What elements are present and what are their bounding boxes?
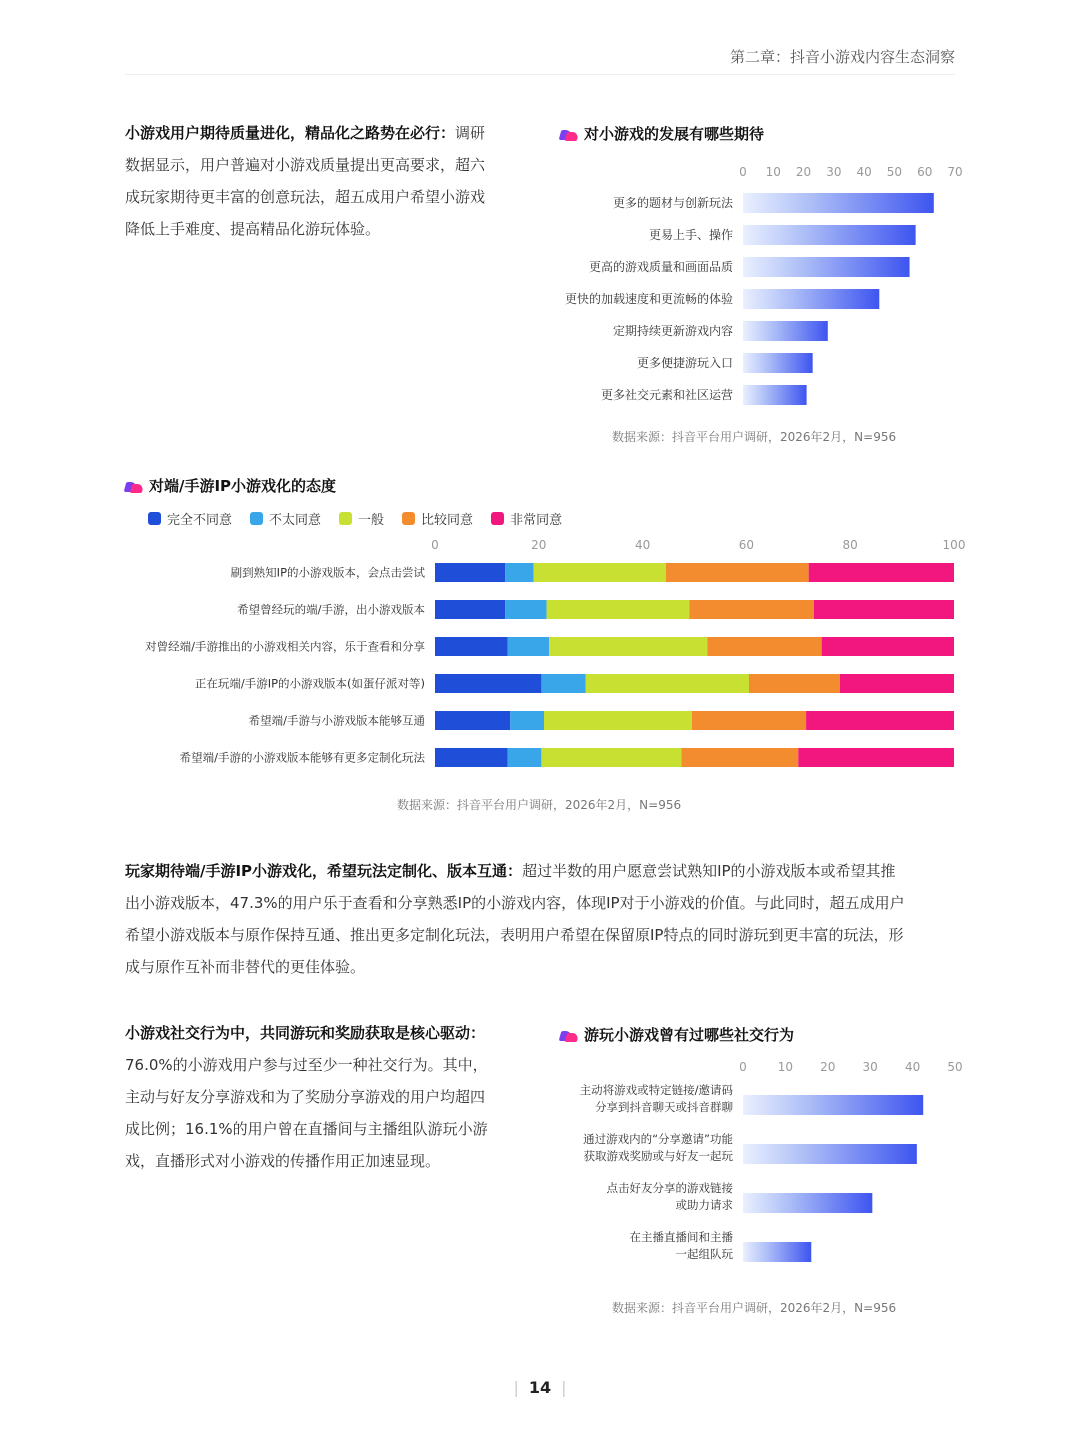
legend-item [250,509,321,528]
legend-swatch [491,512,504,525]
page-number: | 14 | [513,1378,567,1397]
brand-logo-icon [560,1028,578,1042]
legend-label: 非常同意 [510,513,563,528]
category-label: 希望端/手游与小游戏版本能够互通 [248,713,425,728]
category-label: 刷到熟知IP的小游戏版本，会点击尝试 [230,565,425,580]
section2-line: 出小游戏版本，47.3%的用户乐于查看和分享熟悉IP的小游戏内容，体现IP对于小游戏的价值。与此同时，超五成用户 [125,894,905,912]
section3-line: 戏，直播形式对小游戏的传播作用正加速显现。 [125,1152,441,1170]
section3-line: 76.0%的小游戏用户参与过至少一种社交行为。其中， [125,1056,488,1074]
stacked-bar-segment [666,563,809,582]
brand-logo-icon [125,479,143,493]
category-label: 更易上手、操作 [648,228,733,242]
section1-line: 数据显示，用户普遍对小游戏质量提出更高要求，超六 [125,156,486,174]
axis-tick-label: 0 [431,538,439,552]
axis-tick-label: 10 [777,1060,794,1074]
legend-label: 比较同意 [421,513,474,528]
stacked-bar-segment [822,637,954,656]
section1-line: 成玩家期待更丰富的创意玩法，超五成用户希望小游戏 [125,188,486,206]
axis-tick-label: 20 [820,1060,836,1074]
category-label: 希望端/手游的小游戏版本能够有更多定制化玩法 [179,750,425,765]
section2-line: 超过半数的用户愿意尝试熟知IP的小游戏版本或希望其推 [522,862,896,880]
bar [743,353,813,373]
chart1-expectations [540,160,980,420]
axis-tick-label: 60 [738,538,755,552]
section3-line: 主动与好友分享游戏和为了奖励分享游戏的用户均超四 [125,1088,486,1106]
axis-tick-label: 70 [947,165,963,179]
section1-line: 降低上手难度、提高精品化游玩体验。 [125,220,381,238]
section3-bold: 小游戏社交行为中，共同游玩和奖励获取是核心驱动： [125,1024,486,1042]
axis-tick-label: 40 [634,538,651,552]
stacked-bar-segment [549,637,707,656]
category-label: 更快的加载速度和更流畅的体验 [564,292,733,306]
bar [743,1095,923,1115]
section3-paragraph [125,1017,525,1177]
chart3-social-behaviors [540,1055,980,1280]
axis-tick-label: 100 [942,538,966,552]
section2-line: 成与原作互补而非替代的更佳体验。 [125,958,366,976]
axis-tick-label: 30 [826,165,842,179]
category-label: 希望曾经玩的端/手游，出小游戏版本 [237,602,425,617]
stacked-bar-segment [806,711,954,730]
stacked-bar-segment [435,674,541,693]
chart3-title-text: 游玩小游戏曾有过哪些社交行为 [584,1026,795,1044]
category-label: 一起组队玩 [675,1247,733,1261]
chart1-title [560,123,764,144]
section3-line: 成比例；16.1%的用户曾在直播间与主播组队游玩小游 [125,1120,488,1138]
category-label: 定期持续更新游戏内容 [612,324,733,338]
category-label: 获取游戏奖励或与好友一起玩 [583,1149,733,1163]
stacked-bar-segment [541,748,681,767]
chart3-source: 数据来源：抖音平台用户调研，2026年2月，N=956 [612,1301,897,1315]
legend-swatch [402,512,415,525]
axis-tick-label: 30 [862,1060,878,1074]
axis-tick-label: 60 [917,165,933,179]
stacked-bar-segment [534,563,666,582]
stacked-bar-segment [840,674,954,693]
axis-tick-label: 20 [795,165,812,179]
axis-tick-label: 10 [765,165,781,179]
legend-label: 一般 [358,513,385,528]
section1-line: 调研 [455,124,486,142]
stacked-bar-segment [689,600,814,619]
section1-bold: 小游戏用户期待质量进化，精品化之路势在必行： [125,124,456,142]
category-label: 通过游戏内的“分享邀请”功能 [583,1132,733,1146]
bar [743,1144,917,1164]
legend-item [491,509,562,528]
stacked-bar-segment [505,600,547,619]
category-label: 或助力请求 [675,1198,733,1212]
stacked-bar-segment [510,711,544,730]
chart1-source: 数据来源：抖音平台用户调研，2026年2月，N=956 [612,430,897,444]
stacked-bar-segment [435,711,510,730]
bar [743,321,828,341]
stacked-bar-segment [435,637,508,656]
bar [743,225,916,245]
legend-label: 不太同意 [269,513,322,528]
bar [743,257,910,277]
category-label: 主动将游戏或特定链接/邀请码 [579,1083,733,1097]
axis-tick-label: 80 [842,538,858,552]
bar [743,1242,811,1262]
stacked-bar-segment [547,600,690,619]
stacked-bar-segment [707,637,821,656]
axis-tick-label: 50 [947,1060,963,1074]
category-label: 更多社交元素和社区运营 [600,388,733,402]
page-number-text: 14 [528,1378,552,1397]
header-divider [125,74,955,75]
axis-tick-label: 40 [904,1060,921,1074]
section2-line: 希望小游戏版本与原作保持互通、推出更多定制化玩法，表明用户希望在保留原IP特点的同时游玩到更丰富的玩法，形 [125,926,904,944]
chapter-header: 第二章：抖音小游戏内容生态洞察 [729,48,955,66]
chart2-legend [148,509,562,528]
category-label: 更多的题材与创新玩法 [612,196,733,210]
category-label: 正在玩端/手游IP的小游戏版本(如蛋仔派对等) [194,676,425,691]
chart2-source: 数据来源：抖音平台用户调研，2026年2月，N=956 [397,798,682,812]
chart1-title-text: 对小游戏的发展有哪些期待 [584,125,765,143]
stacked-bar-segment [798,748,954,767]
stacked-bar-segment [749,674,840,693]
stacked-bar-segment [541,674,585,693]
section1-paragraph [125,117,515,245]
category-label: 更多便捷游玩入口 [636,356,733,370]
stacked-bar-segment [508,637,550,656]
stacked-bar-segment [692,711,806,730]
category-label: 点击好友分享的游戏链接 [606,1181,733,1195]
bar [743,1193,872,1213]
stacked-bar-segment [435,563,505,582]
brand-logo-icon [560,127,578,141]
bar [743,289,879,309]
chart2-ip-attitude [100,535,980,780]
stacked-bar-segment [505,563,534,582]
stacked-bar-segment [814,600,954,619]
axis-tick-label: 50 [886,165,903,179]
legend-item [339,509,384,528]
chart2-title [125,475,336,496]
category-label: 更高的游戏质量和画面品质 [588,260,733,274]
stacked-bar-segment [435,600,505,619]
category-label: 分享到抖音聊天或抖音群聊 [595,1100,733,1114]
legend-swatch [148,512,161,525]
section2-paragraph [125,855,965,983]
legend-label: 完全不同意 [167,513,233,528]
legend-item [402,509,473,528]
stacked-bar-segment [544,711,692,730]
stacked-bar-segment [586,674,749,693]
chart3-title [560,1024,794,1045]
bar [743,385,807,405]
axis-tick-label: 0 [739,165,747,179]
category-label: 对曾经端/手游推出的小游戏相关内容，乐于查看和分享 [145,639,425,654]
legend-item [148,509,232,528]
stacked-bar-segment [508,748,542,767]
axis-tick-label: 0 [739,1060,747,1074]
category-label: 在主播直播间和主播 [629,1230,733,1244]
stacked-bar-segment [435,748,508,767]
legend-swatch [339,512,352,525]
section2-bold: 玩家期待端/手游IP小游戏化，希望玩法定制化、版本互通： [125,862,523,880]
legend-swatch [250,512,263,525]
stacked-bar-segment [682,748,799,767]
bar [743,193,934,213]
stacked-bar-segment [809,563,954,582]
axis-tick-label: 20 [531,538,547,552]
chart2-title-text: 对端/手游IP小游戏化的态度 [149,477,337,495]
axis-tick-label: 40 [856,165,872,179]
